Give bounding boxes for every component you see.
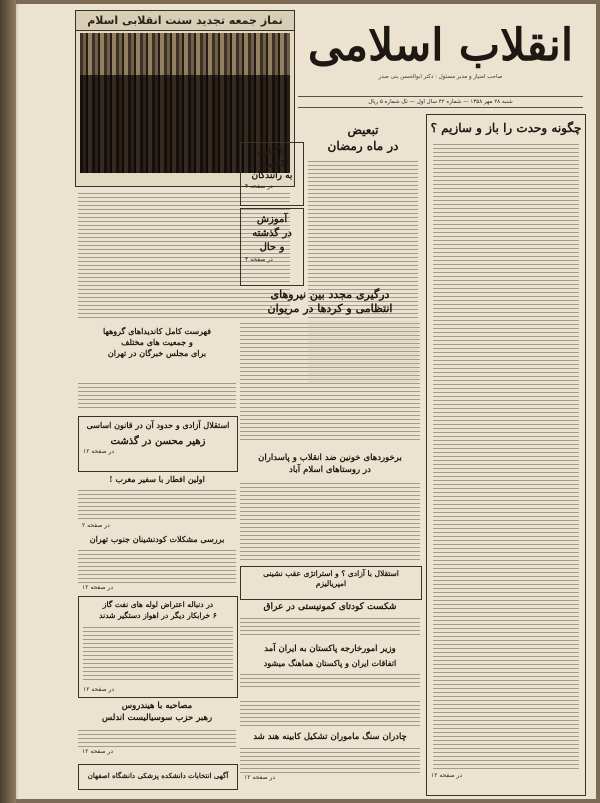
article-education: [240, 208, 304, 286]
article-bloody-clash: [240, 452, 420, 562]
masthead-subtitle: صاحب امتیاز و مدیر مسئول : دکتر ابوالحسن بنی صدر: [378, 74, 503, 80]
headline-slums: بررسی مشکلات کودنشینان جنوب تهران: [89, 534, 225, 544]
masthead-title: انقلاب اسلامی: [307, 20, 574, 71]
headline-advertisement: آگهی انتخابات دانشکده پزشکی دانشگاه اصفهان: [87, 771, 229, 780]
continued-ref: در صفحه ۱۲: [82, 748, 114, 755]
headline-zahir: زهیر محسن در گذشت: [110, 436, 206, 447]
headline-cabinet: چادران سنگ ماموران تشکیل کابینه هند شد: [253, 732, 407, 742]
headline-bloody-clash: برخوردهای خونین ضد انقلاب و پاسداران در روستاهای اسلام آباد: [258, 453, 402, 475]
article-body: [78, 487, 236, 521]
article-minister: [240, 644, 420, 694]
headline-trucks: واگذاری کامیون به رانندگان: [251, 147, 293, 181]
headline-freedom: استقلال آزادی و حدود آن در قانون اساسی: [86, 420, 230, 430]
continued-ref: در صفحه ۱۲: [83, 448, 115, 455]
headline-coup: شکست کودتای کمونیستی در عراق: [263, 602, 397, 612]
article-iftar: [78, 474, 236, 530]
headline-ahvaz: در دنباله اعتراض لوله های نفت گاز ۶ خرابکار دیگر در اهواز دستگیر شدند: [99, 600, 217, 620]
article-clash: [240, 288, 420, 448]
continued-ref: در صفحه ۴: [245, 183, 273, 190]
article-coup: [240, 602, 420, 640]
continued-ref: در صفحه ۱۲: [431, 772, 463, 779]
headline-iftar: اولین افطار با سفیر مغرب !: [109, 474, 205, 484]
article-slums: [78, 534, 236, 592]
article-body: [240, 745, 420, 773]
article-strategy: [240, 566, 422, 600]
continued-ref: در صفحه ۲: [82, 522, 110, 529]
article-body: [433, 141, 579, 771]
headline-minister: وزیر امورخارجه پاکستان به ایران آمد: [264, 644, 396, 654]
advertisement: [78, 764, 238, 790]
article-body: [240, 615, 420, 635]
article-body: [78, 380, 236, 410]
masthead: [298, 18, 583, 81]
continued-ref: در صفحه ۴: [245, 256, 273, 263]
continued-ref: در صفحه ۱۲: [244, 774, 276, 781]
headline-interview: مصاحبه با هیندروس رهبر حزب سوسیالیست اندلس: [101, 701, 213, 723]
article-body: [240, 480, 420, 560]
article-candidates: [78, 326, 236, 378]
article-body: [78, 547, 236, 583]
binding-edge: [0, 0, 16, 803]
article-unity: [426, 114, 586, 796]
article-trucks: [240, 142, 304, 206]
headline-candidates: فهرست کامل کاندیداهای گروهها و جمعیت های مختلف برای مجلس خبرگان در تهران: [102, 326, 212, 358]
article-body: [240, 671, 420, 687]
article-ahvaz: [78, 596, 238, 698]
article-body: [83, 624, 233, 682]
headline-strategy: استقلال با آزادی ؟ و استراتژی عقب نشینی امپریالیزم: [263, 569, 399, 588]
headline-agreements: اتفاقات ایران و پاکستان هماهنگ میشود: [263, 658, 397, 668]
article-body: [240, 698, 420, 728]
headline-education: آموزش در گذشته و حال: [252, 214, 292, 253]
article-body: [78, 727, 236, 747]
article-freedom: [78, 416, 238, 472]
continued-ref: در صفحه ۱۲: [83, 686, 115, 693]
continued-ref: در صفحه ۱۲: [82, 584, 114, 591]
article-body: [240, 320, 420, 440]
headline-clash: درگیری مجدد بین نیروهای انتظامی و کردها در مریوان: [267, 288, 393, 315]
article-cabinet: [240, 698, 420, 788]
headline-unity: چگونه وحدت را باز و سازیم ؟: [430, 121, 582, 135]
newspaper-page: [16, 4, 596, 799]
dateline: شنبه ۲۸ مهر ۱۳۵۸ — شماره ۴۲ سال اول — تک شماره ۵ ریال: [298, 96, 583, 108]
photo-title: نماز جمعه تجدید سنت انقلابی اسلام: [76, 11, 294, 31]
headline-discrimination: تبعیض در ماه رمضان: [327, 123, 399, 153]
article-interview: [78, 700, 236, 760]
